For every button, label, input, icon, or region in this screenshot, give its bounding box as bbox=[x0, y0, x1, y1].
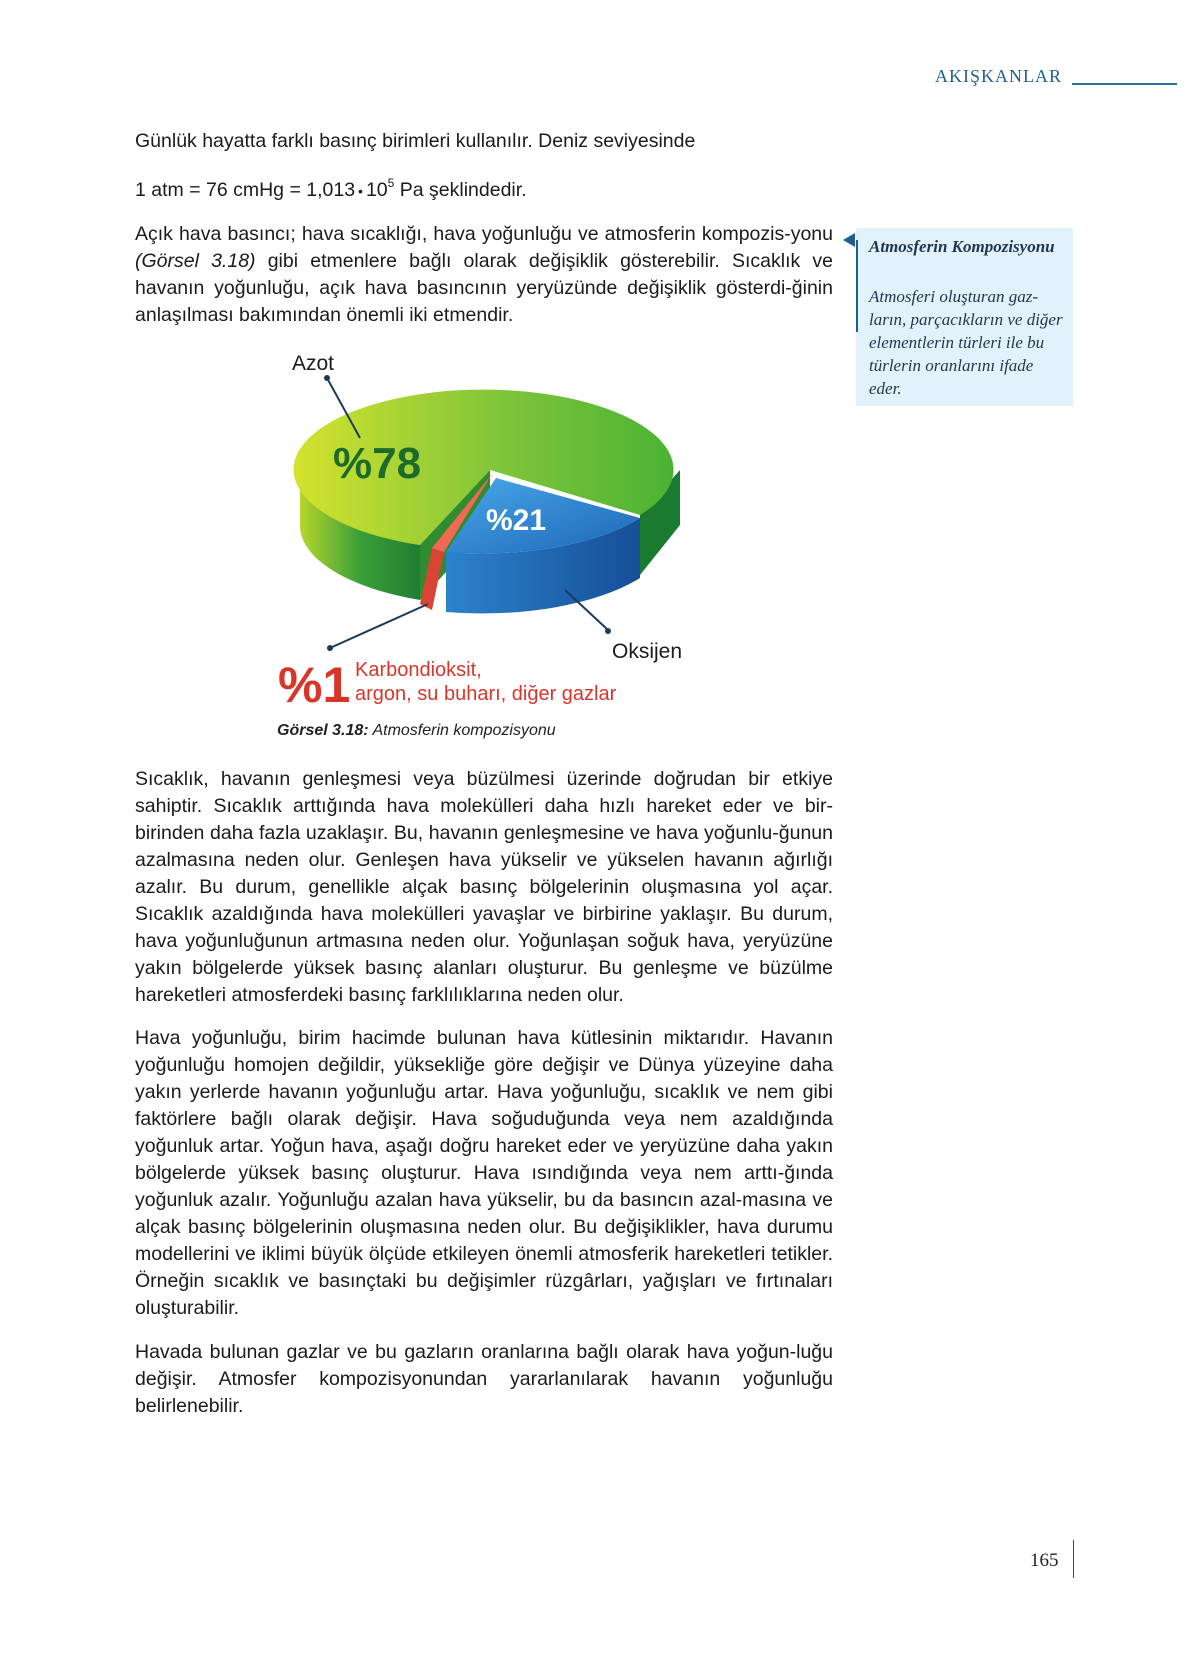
caption-text: Atmosferin kompozisyonu bbox=[368, 722, 556, 739]
caption-label: Görsel 3.18: bbox=[277, 722, 369, 739]
leader-dot-other bbox=[327, 645, 333, 651]
sidebar-title: Atmosferin Kompozisyonu bbox=[869, 237, 1055, 256]
leader-dot-nitrogen bbox=[324, 375, 330, 381]
intro-line: Günlük hayatta farklı basınç birimleri kullanılır. Deniz seviyesinde bbox=[135, 130, 696, 152]
value-label-nitrogen: %78 bbox=[333, 439, 422, 488]
figure-caption bbox=[277, 722, 556, 740]
label-other-line2: argon, su buharı, diğer gazlar bbox=[355, 683, 617, 705]
paragraph-1-part1: Açık hava basıncı; hava sıcaklığı, hava yoğunluğu ve atmosferin kompozis-yonu bbox=[135, 223, 833, 245]
label-other-line1: Karbondioksit, bbox=[355, 659, 482, 681]
value-label-oxygen: %21 bbox=[486, 504, 547, 537]
paragraph-2: Sıcaklık, havanın genleşmesi veya büzülmesi üzerinde doğrudan bir etkiye sahiptir. Sıcaklık arttığında hava molekülleri daha hızlı hareket eder ve bir-birinden daha fazla uzaklaşır. Bu, havanın genleşmesine ve hava yoğunlu-ğunun azalmasına neden olur. Genleşen hava yükselir ve yükselen havanın ağırlığı azalır. Bu durum, genellikle alçak basınç bölgelerinin oluşmasına yol açar. Sıcaklık azaldığında hava molekülleri yavaşlar ve birbirine yaklaşır. Bu durum, hava yoğunluğunun artmasına neden olur. Yoğunlaşan soğuk hava, yeryüzüne yakın bölgelerde yüksek basınç alanları oluşturur. Bu genleşme ve büzülme hareketleri atmosferdeki basınç farklılıklarına neden olur. bbox=[135, 768, 833, 1006]
paragraph-4: Havada bulunan gazlar ve bu gazların oranlarına bağlı olarak hava yoğun-luğu değişir. Atmosfer kompozisyonundan yararlanılarak havanın yoğunluğu belirlenebilir. bbox=[135, 1341, 833, 1417]
equation-prefix: 1 atm = 76 cmHg = 1,013 bbox=[135, 179, 356, 201]
value-label-other: %1 bbox=[278, 657, 351, 713]
equation-dot: • bbox=[358, 183, 363, 199]
paragraph-3: Hava yoğunluğu, birim hacimde bulunan hava kütlesinin miktarıdır. Havanın yoğunluğu homojen değildir, yüksekliğe göre değişir ve Dünya yüzeyine daha yakın yerlerde havanın yoğunluğu artar. Hava yoğunluğu, sıcaklık ve nem gibi faktörlere bağlı olarak değişir. Hava soğuduğunda veya nem azaldığında yoğunluk artar. Yoğun hava, aşağı doğru hareket eder ve yeryüzüne daha yakın bölgelerde yüksek basınç oluşturur. Hava ısındığında veya nem arttı-ğında yoğunluk azalır. Yoğunluğu azalan hava yükselir, bu da basıncın azal-masına ve alçak basınç bölgelerinin oluşmasına neden olur. Bu değişiklikler, hava durumu modellerini ve iklimi büyük ölçüde etkileyen önemli atmosferik hareketleri tetikler. Örneğin sıcaklık ve basınçtaki bu değişimler rüzgârları, yağışları ve fırtınaları oluşturabilir. bbox=[135, 1027, 833, 1319]
label-nitrogen: Azot bbox=[292, 352, 335, 375]
label-oxygen: Oksijen bbox=[612, 640, 683, 663]
page-number: 165 bbox=[1030, 1550, 1059, 1571]
figure-reference: (Görsel 3.18) bbox=[135, 250, 256, 272]
equation-suffix: Pa şeklindedir. bbox=[394, 179, 527, 201]
leader-line-other bbox=[330, 604, 428, 648]
running-header: AKIŞKANLAR bbox=[935, 66, 1062, 86]
leader-dot-oxygen bbox=[605, 628, 611, 634]
paragraph-1-part2: gibi etmenlere bağlı olarak değişiklik gösterebilir. Sıcaklık ve havanın yoğunluğu, açık hava basıncının yeryüzünde değişiklik gösterdi-ğinin anlaşılması bakımından önemli iki etmendir. bbox=[135, 250, 833, 326]
atmosphere-pie-chart bbox=[0, 0, 1187, 740]
equation-exponent: 5 bbox=[387, 175, 395, 190]
equation-base: 10 bbox=[365, 179, 388, 201]
page-number-rule bbox=[1073, 1540, 1074, 1578]
sidebar-body: Atmosferi oluşturan gaz-ların, parçacıkların ve diğer elementlerin türleri ile bu türlerin oranlarını ifade eder. bbox=[869, 287, 1063, 398]
